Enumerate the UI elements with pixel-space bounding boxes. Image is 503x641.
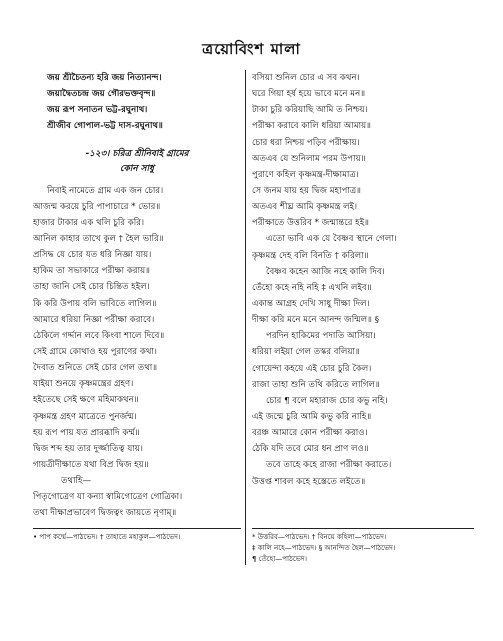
footnote-right-2: ‡ কালি নহে—পাঠভেদ। § আনন্দিত হৈল—পাঠভেদ। [252,544,396,552]
verse-line: একান্ত আগ্রহ দেখি সাধু দীক্ষা দিল। [252,298,370,309]
verse-line: ঠেকিলে গর্দ্দান লবে কিংবা শালে দিবে॥ [33,330,165,341]
sloka-line: পিতৃগোত্রেণ যা কন্যা স্বামিগোত্রেণ গোত্রিকা। [33,492,183,503]
verse-line: দৈবাত শুনিতে সেই চোর গেল তথা॥ [33,363,158,374]
verse-line: সেই গ্রামে কোথাও হয় পুরাণের কথা। [33,346,157,357]
verse-line: ঘরে গিয়া হর্ষ হয়ে ভাবে মনে মন॥ [252,89,366,100]
verse-line: গোয়েন্দা কহয়ে এই চোর চুরি কৈল। [252,363,372,374]
invocation-line: জয়াদ্বৈতচন্দ্র জয় গৌরভক্তবৃন্দ॥ [47,89,156,100]
verse-line: কৃষ্ণমন্ত্র দেহ বলি বিনতি † করিলা॥ [252,250,369,261]
verse-line: পরীক্ষাতে উত্তরিব * জন্মান্তরে হই॥ [252,218,370,229]
verse-line: পরদিন হাকিমের পদাতি আসিয়া। [266,331,376,342]
verse-line: দ্বিজ শব্দ হয় তার দুর্জ্জাতিত্ব যায়। [33,443,143,454]
verse-line: রাজা তাহা শুনি তথি করিতে লাগিল॥ [252,379,380,390]
verse-line: নিবাই নামেতে গ্রাম এক জন চোর। [47,185,164,196]
verse-line: বরঞ্চ আমারে কোন পরীক্ষা করাও। [252,428,368,439]
verse-line: কি করি উপায় বলি ভাবিতে লাগিল॥ [33,298,157,309]
verse-line: চোর ¶ বলে মহারাজ চোর কভু নহি। [266,395,388,406]
verse-line: এতো ভাবি এক যে বৈষ্ণব স্থানে গেলা। [266,234,397,245]
right-column [252,70,474,490]
verse-line: ধরিয়া লইয়া গেল তস্কর বলিয়া॥ [252,347,360,358]
verse-line: পুরাণে কহিল কৃষ্ণমন্ত্র-দীক্ষামাত্র। [252,169,359,180]
verse-line: হয় রূপ পায় যত প্রারব্ধাদি কর্ম্ম॥ [33,427,140,438]
verse-line: ঠেকি যদি তবে মোর ধন প্রাণ লও॥ [252,444,369,455]
verse-line: তাহা জানি সেই চোর চিন্তিত হইল। [33,282,150,293]
verse-line: বসিয়া শুনিল চোর এ সব কথন। [252,73,360,83]
footnote-left: • পাপ কর্ম্মে—পাঠভেদ। † তাহাতে মহাকুল—পাঠভেদ। [33,533,181,541]
sloka-line: তথা দীক্ষাপ্রভাবেণ দ্বিজত্বং জায়তে নৃণাম্॥ [33,508,177,519]
invocation-line: জয় রূপ সনাতন ভট্ট-রঘুনাথ। [47,105,148,116]
verse-line: পরীক্ষা করাবে কালি ধরিয়া আমায়॥ [252,121,372,132]
verse-line: টাকা চুরি করিয়াছি আমি ত নিশ্চয়। [252,105,368,116]
verse-line: দীক্ষা করি মনে মনে আনন্দ জন্মিল॥ § [252,315,379,326]
footnote-right-3: ¶ তেঁহো—পাঠভেদ। [252,555,308,563]
verse-line: যাইয়া শুনয়ে কৃষ্ণমন্ত্রের গ্রহণ। [33,379,134,390]
footnote-rule-right [252,528,474,529]
page-title: ত্রয়োবিংশ মালা [202,40,301,58]
verse-line: আমারে ধরিয়া নিজ্ঞা পরীক্ষা করাবে। [33,314,155,325]
verse-line: সে জনম যায় হয় দ্বিজ মহাপাত্র॥ [252,185,362,196]
column-divider [245,70,246,565]
verse-line: অতএব শীঘ্র আমি কৃষ্ণমন্ত্র লই। [252,202,358,213]
section-heading-line1: -১২৩। চরিত্র শ্রীনিবাই গ্রামের [85,148,189,159]
tatha-label: তথাহি— [61,476,92,487]
verse-line: গায়ত্রীদীক্ষাতে যথা বিপ্র দ্বিজ হয়॥ [33,459,149,470]
verse-line: এই জন্মে চুরি আমি কভু করি নাহি॥ [252,411,372,422]
verse-line: প্রসিদ্ধ যে চোর যত ধরি নিজ্ঞা যায়। [33,250,152,261]
verse-line: হাকিম তা সভাকারে পরীক্ষা করায়॥ [33,266,151,277]
invocation-line: জয় শ্রীচৈতন্য হরি জয় নিত্যানন্দ। [47,73,162,83]
left-column [33,70,241,522]
footnote-right-1: * উত্তরিব—পাঠভেদ। † বিনয়ে কহিলা—পাঠভেদ। [252,533,387,541]
verse-line: আজন্ম করয়ে চুরি পাপাচারে * ভোর॥ [33,201,161,212]
verse-line: বৈষ্ণব কহেন আজি নহে কালি দিব। [266,266,385,277]
section-heading-line2: কোন সাধু [120,163,154,174]
verse-line: হইতেছে সেই ক্ষণে মহিমাকথন॥ [33,395,139,406]
verse-line: হাজার টাকার এক থলি চুরি করি। [33,217,145,228]
invocation-line: শ্রীজীব গোপাল-ভট্ট দাস-রঘুনাথ॥ [47,121,163,132]
section-heading [33,147,241,177]
verse-line: তেঁহো কহে নহি নহি ‡ এখনি লইব॥ [252,282,372,293]
footnote-rule-left [33,528,241,529]
verse-line: তবে তাহে কহে রাজা পরীক্ষা করাতে। [266,460,392,471]
verse-line: আনিল কাহার তাখে কুল † হৈল ভারি॥ [33,233,164,244]
verse-line: চোর ধরা নিশ্চয় পড়িব পরীক্ষায়। [252,137,360,148]
verse-line: কৃষ্ণমন্ত্র গ্রহণ মাত্রেতে পুনর্জন্ম। [33,411,137,422]
verse-line: অতএব যে শুনিলাম পরম উপায়॥ [252,153,366,164]
verse-line: উত্তপ্ত শাবল কহে হস্তেতে লইতে॥ [252,476,366,487]
